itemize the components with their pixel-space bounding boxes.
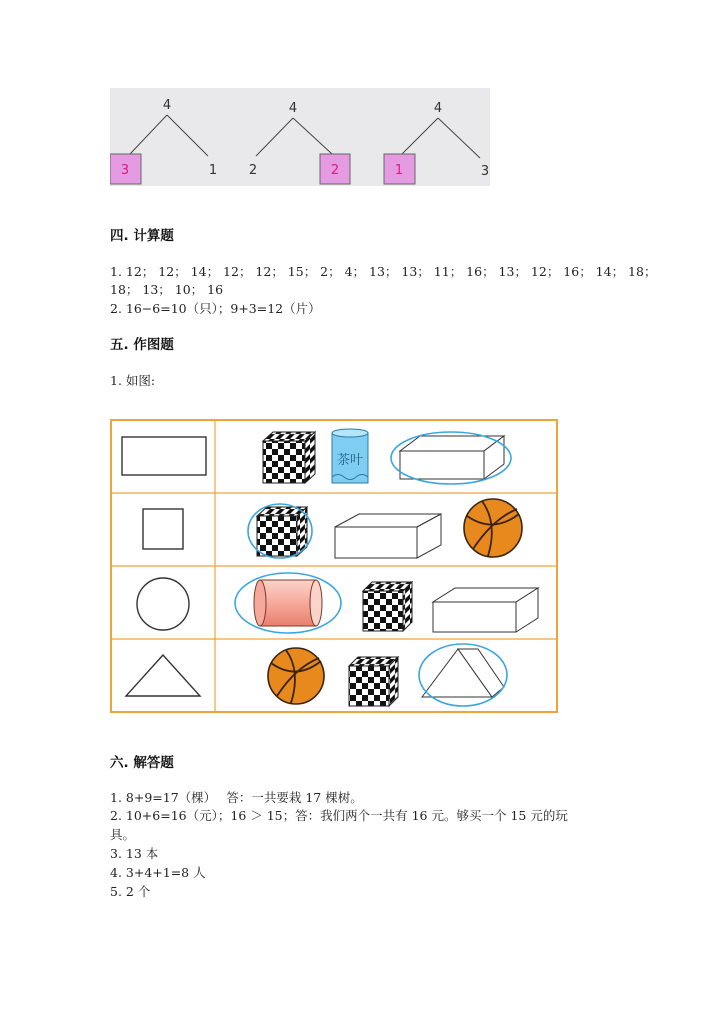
section-6-line-5: 4. 3+4+1=8 人 <box>110 865 206 880</box>
square-shape <box>143 509 183 549</box>
tree-1-left: 3 <box>120 163 130 178</box>
tree-1-total: 4 <box>162 98 172 113</box>
tree-2-total: 4 <box>288 101 298 116</box>
section-5-line-1: 1. 如图: <box>110 373 156 388</box>
section-6-line-2: 2. 10+6=16（元）；16 ＞ 15；答：我们两个一共有 16 元。够买一个 15 元的玩 <box>110 808 568 823</box>
tree-3-left: 1 <box>394 163 404 178</box>
section-4-heading: 四. 计算题 <box>110 228 174 244</box>
decomposition-tree-3 <box>384 101 489 184</box>
section-4-line-3: 2. 16−6=10（只）；9+3=12（片） <box>110 301 321 316</box>
tree-1-right: 1 <box>208 163 218 178</box>
section-6-line-3: 具。 <box>110 827 136 842</box>
section-5-heading: 五. 作图题 <box>110 337 174 353</box>
tree-3-right: 3 <box>480 164 490 179</box>
section-6-heading: 六. 解答题 <box>110 755 174 771</box>
row-1-tea-can <box>332 429 368 483</box>
section-4-line-2: 18； 13； 10； 16 <box>110 282 224 297</box>
tree-2-right: 2 <box>330 163 340 178</box>
row-3-cube <box>363 582 412 631</box>
row-4-basketball <box>268 648 324 704</box>
row-2-basketball <box>464 499 522 557</box>
rectangle-shape <box>122 437 206 475</box>
row-3-box <box>433 588 538 632</box>
section-6-line-1: 1. 8+9=17（棵） 答：一共要栽 17 棵树。 <box>110 790 363 805</box>
shape-figure-svg <box>110 419 558 713</box>
row-3-cylinder <box>254 580 322 626</box>
row-2-cube <box>257 507 307 556</box>
tea-can-label: 茶叶 <box>336 453 364 468</box>
decomposition-svg <box>110 88 490 186</box>
number-decomposition-figure <box>110 88 490 186</box>
section-6-line-6: 5. 2 个 <box>110 884 151 899</box>
section-4-line-1: 1. 12； 12； 14； 12； 12； 15； 2； 4； 13； 13； 11； 16； 13； 12； 16； 14； 18； <box>110 264 657 279</box>
row-4-cube <box>349 657 398 706</box>
tree-2-left: 2 <box>248 163 258 178</box>
decomposition-tree-1 <box>110 98 217 184</box>
row-1-cube <box>263 432 315 483</box>
row-4-triangular-prism <box>422 649 504 697</box>
shape-classification-figure <box>110 419 558 713</box>
row-1-box <box>400 436 504 479</box>
tree-3-total: 4 <box>433 101 443 116</box>
section-6-line-4: 3. 13 本 <box>110 846 159 861</box>
decomposition-tree-2 <box>249 101 350 184</box>
circle-shape <box>137 578 189 630</box>
row-2-box <box>335 514 441 558</box>
triangle-shape <box>126 655 200 696</box>
